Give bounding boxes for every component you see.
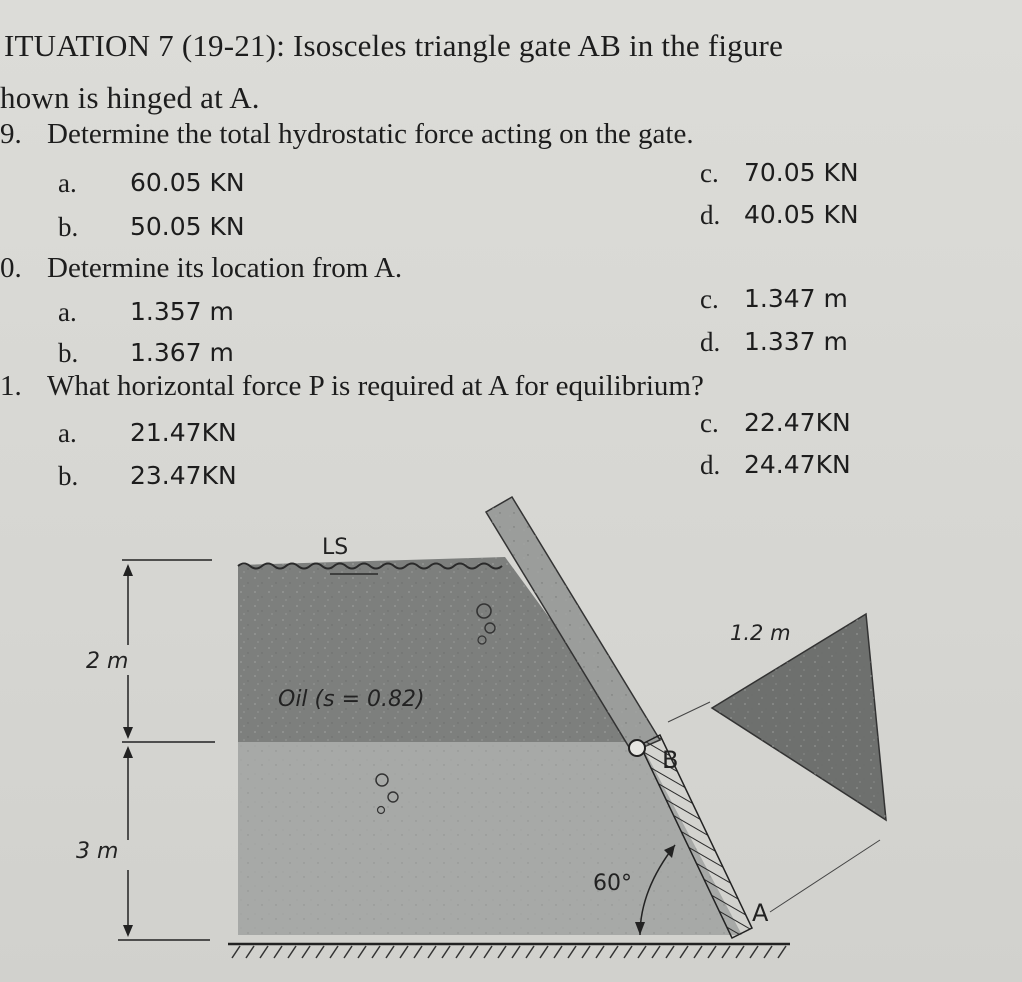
option-value: 1.367 m bbox=[130, 338, 234, 367]
option-letter: a. bbox=[58, 418, 77, 448]
option-letter: b. bbox=[58, 212, 79, 242]
situation-title-rest: Isosceles triangle gate AB in the figure bbox=[292, 28, 784, 63]
option-value: 1.357 m bbox=[130, 297, 234, 326]
arrow-icon bbox=[123, 564, 133, 576]
option-value: 23.47KN bbox=[130, 461, 237, 490]
option-letter: d. bbox=[700, 327, 721, 357]
option-letter: b. bbox=[58, 338, 79, 368]
option-letter: c. bbox=[700, 158, 719, 188]
point-a-label: A bbox=[752, 899, 769, 927]
option-letter: c. bbox=[700, 284, 719, 314]
oil-label: Oil (s = 0.82) bbox=[278, 687, 425, 712]
option-letter: d. bbox=[700, 450, 721, 480]
angle-label: 60° bbox=[593, 871, 632, 896]
option-value: 70.05 KN bbox=[744, 158, 859, 187]
dimension-lines bbox=[118, 560, 215, 940]
question-text: What horizontal force P is required at A for equilibrium? bbox=[47, 370, 704, 402]
point-b-label: B bbox=[662, 746, 679, 774]
option-letter: b. bbox=[58, 461, 79, 491]
option-value: 21.47KN bbox=[130, 418, 237, 447]
option-value: 1.337 m bbox=[744, 327, 848, 356]
option-value: 40.05 KN bbox=[744, 200, 859, 229]
option-value: 24.47KN bbox=[744, 450, 851, 479]
ground-hatching bbox=[232, 946, 786, 958]
projection-line bbox=[770, 840, 880, 912]
gate-width-label: 1.2 m bbox=[730, 621, 791, 645]
option-letter: c. bbox=[700, 408, 719, 438]
option-letter: a. bbox=[58, 297, 77, 327]
ls-label: LS bbox=[322, 535, 349, 560]
option-value: 1.347 m bbox=[744, 284, 848, 313]
dim-bottom-label: 3 m bbox=[76, 839, 119, 864]
arrow-icon bbox=[123, 727, 133, 739]
arrow-icon bbox=[123, 925, 133, 937]
question-number: 0. bbox=[0, 252, 22, 284]
question-text: Determine its location from A. bbox=[47, 252, 403, 284]
projection-line bbox=[668, 702, 710, 722]
option-value: 60.05 KN bbox=[130, 168, 245, 197]
situation-title-bold: ITUATION 7 (19-21): bbox=[4, 28, 286, 63]
option-value: 22.47KN bbox=[744, 408, 851, 437]
dim-top-label: 2 m bbox=[86, 649, 129, 674]
option-letter: a. bbox=[58, 168, 77, 198]
question-text: Determine the total hydrostatic force acting on the gate. bbox=[47, 118, 694, 150]
situation-line2: hown is hinged at A. bbox=[0, 80, 260, 115]
option-letter: d. bbox=[700, 200, 721, 230]
option-value: 50.05 KN bbox=[130, 212, 245, 241]
question-number: 9. bbox=[0, 118, 22, 150]
hinge-b-circle bbox=[629, 740, 645, 756]
question-number: 1. bbox=[0, 370, 22, 402]
arrow-icon bbox=[123, 746, 133, 758]
